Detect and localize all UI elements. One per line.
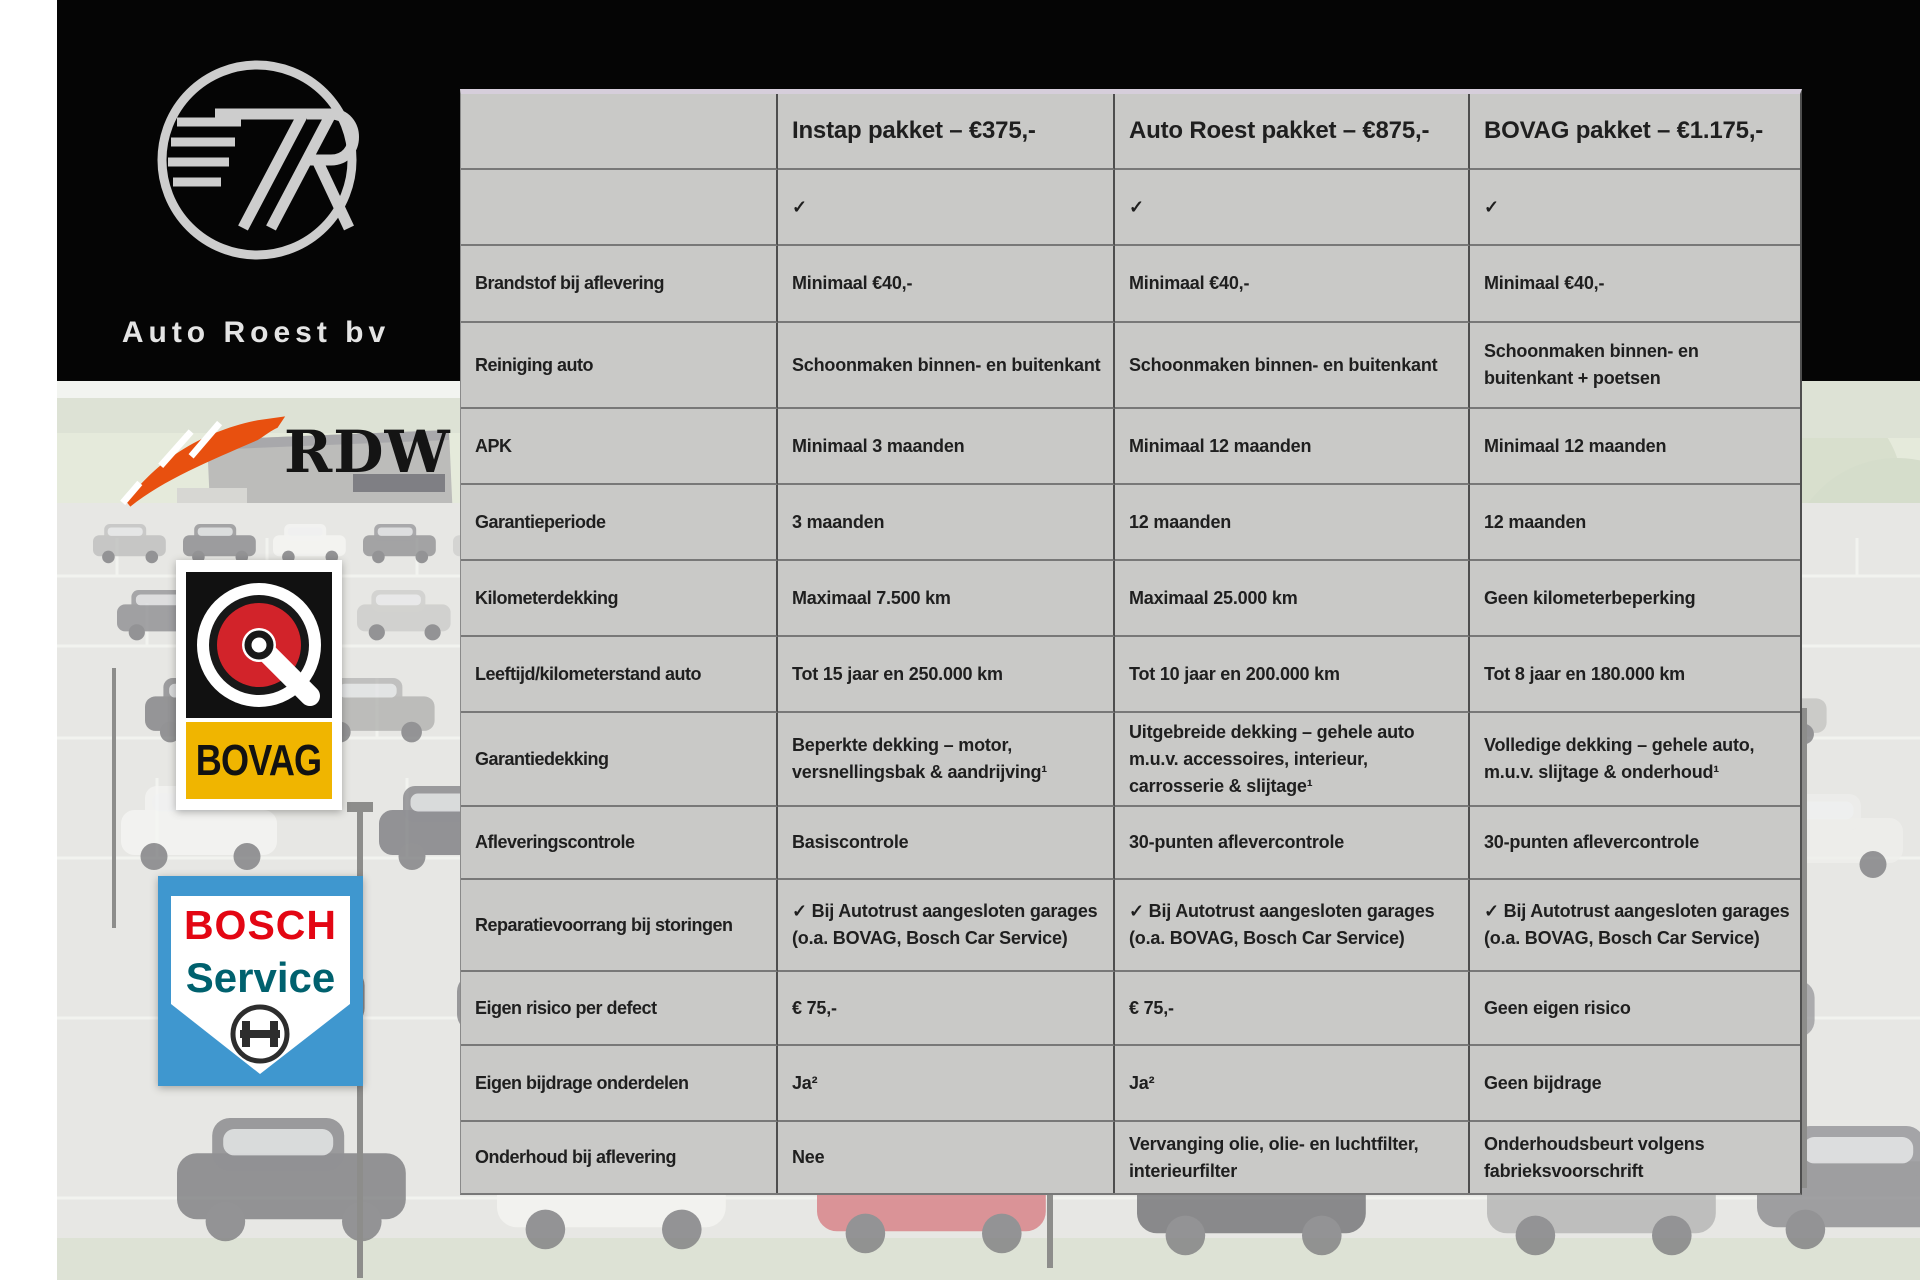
rdw-wing-icon [98,412,288,512]
table-cell: Ja² [778,1046,1115,1122]
table-cell: 3 maanden [778,485,1115,561]
row-label: Reparatievoorrang bij storingen [461,880,778,972]
table-cell: Nee [778,1122,1115,1193]
bosch-wordmark: BOSCH [183,902,338,948]
table-cell: Tot 15 jaar en 250.000 km [778,637,1115,713]
company-name: Auto Roest bv [121,316,391,349]
table-cell: 30-punten aflevercontrole [1115,807,1470,880]
column-header: BOVAG pakket – €1.175,- [1470,94,1800,170]
table-cell: Minimaal 12 maanden [1115,409,1470,485]
bovag-logo [176,560,342,810]
table-cell: Beperkte dekking – motor, versnellingsbak & aandrijving¹ [778,713,1115,807]
table-cell: Minimaal 3 maanden [778,409,1115,485]
table-cell: Maximaal 25.000 km [1115,561,1470,637]
package-comparison-table [460,89,1802,1195]
table-cell: Tot 10 jaar en 200.000 km [1115,637,1470,713]
table-cell: Geen kilometerbeperking [1470,561,1800,637]
row-label [461,170,778,246]
table-cell: ✓ [1470,170,1800,246]
bosch-armature-icon [233,1007,287,1061]
row-label: Eigen risico per defect [461,972,778,1046]
row-label: Eigen bijdrage onderdelen [461,1046,778,1122]
table-cell: Onderhoudsbeurt volgens fabrieksvoorschrift [1484,1133,1705,1181]
row-label: Reiniging auto [461,323,778,409]
table-cell: 30-punten aflevercontrole [1470,807,1800,880]
table-cell: € 75,- [778,972,1115,1046]
rdw-logo [98,400,451,520]
table-cell: Vervanging olie, olie- en luchtfilter, interieurfilter [1115,1122,1470,1193]
bosch-service-wordmark: Service [185,954,336,1001]
table-cell: Minimaal €40,- [1470,246,1800,323]
bovag-yellow-band [186,722,332,799]
table-cell: Minimaal €40,- [778,246,1115,323]
row-label: Garantiedekking [461,713,778,807]
row-label: Brandstof bij aflevering [461,246,778,323]
table-cell: € 75,- [1115,972,1470,1046]
table-cell: Maximaal 7.500 km [778,561,1115,637]
table-cell: Basiscontrole [778,807,1115,880]
column-header: Auto Roest pakket – €875,- [1115,94,1470,170]
bovag-record-wrench-icon [186,572,332,718]
table-cell: Schoonmaken binnen- en buitenkant + poetsen [1470,323,1800,409]
table-cell: ✓ Bij Autotrust aangesloten garages (o.a. BOVAG, Bosch Car Service) [1470,880,1800,972]
bovag-wordmark: BOVAG [196,735,322,785]
table-cell: Geen eigen risico [1470,972,1800,1046]
left-margin [0,0,57,1280]
rdw-wordmark: RDW [284,418,451,486]
table-cell: Geen bijdrage [1470,1046,1800,1122]
table-cell: ✓ Bij Autotrust aangesloten garages (o.a. BOVAG, Bosch Car Service) [1115,880,1470,972]
bosch-service-logo [158,876,363,1086]
row-label: Leeftijd/kilometerstand auto [461,637,778,713]
table-cell: Tot 8 jaar en 180.000 km [1470,637,1800,713]
table-cell: Minimaal €40,- [1115,246,1470,323]
table-cell: Uitgebreide dekking – gehele auto m.u.v. accessoires, interieur, carrosserie & slijtage¹ [1115,713,1470,807]
table-corner-cell [461,94,778,170]
table-cell: Volledige dekking – gehele auto, m.u.v. slijtage & onderhoud¹ [1470,713,1800,807]
column-header: Instap pakket – €375,- [778,94,1115,170]
table-cell: 12 maanden [1470,485,1800,561]
auto-roest-7r-icon [137,40,377,280]
table-cell: ✓ Bij Autotrust aangesloten garages (o.a. BOVAG, Bosch Car Service) [778,880,1115,972]
table-cell: Ja² [1115,1046,1470,1122]
row-label: Onderhoud bij aflevering [461,1122,778,1193]
table-cell: 12 maanden [1115,485,1470,561]
row-label: Afleveringscontrole [461,807,778,880]
table-cell: Minimaal 12 maanden [1470,409,1800,485]
table-cell: Schoonmaken binnen- en buitenkant [1115,323,1470,409]
table-cell: ✓ [1115,170,1470,246]
row-label: Garantieperiode [461,485,778,561]
row-label: Kilometerdekking [461,561,778,637]
table-cell: Schoonmaken binnen- en buitenkant [778,323,1115,409]
row-label: APK [461,409,778,485]
table-cell: ✓ [778,170,1115,246]
